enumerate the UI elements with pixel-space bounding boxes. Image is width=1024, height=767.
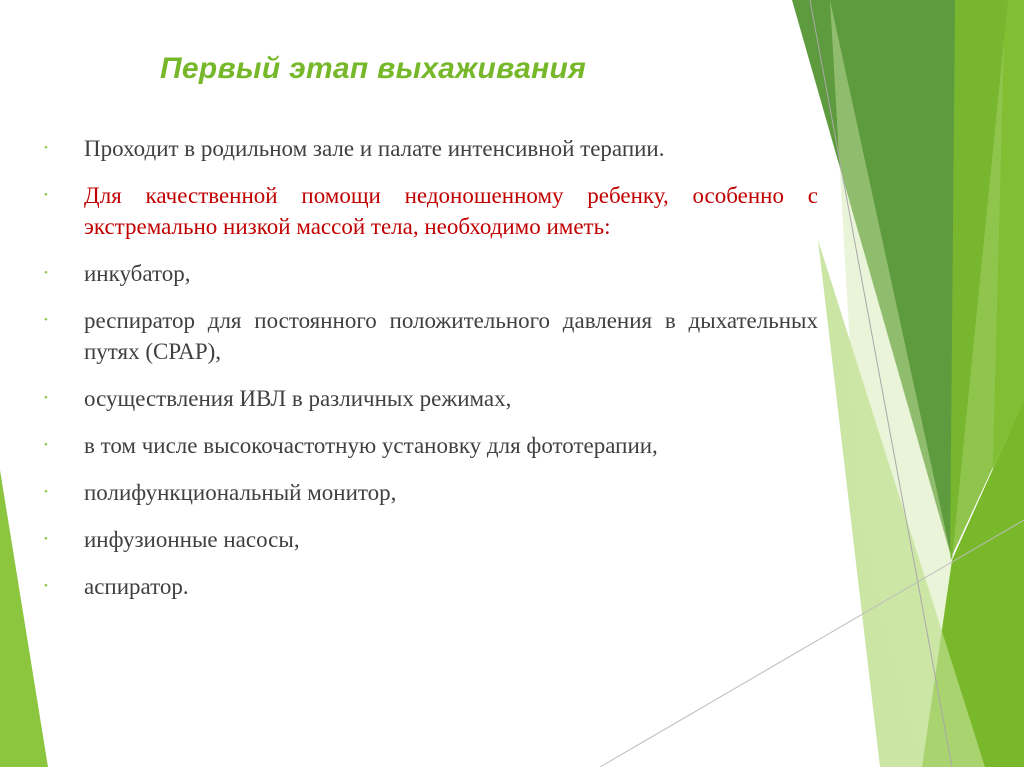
bullet-item xyxy=(44,383,818,414)
slide-title: Первый этап выхаживания xyxy=(160,52,587,85)
bullet-text: Для качественной помощи недоношенному ребенку, особенно с экстремально низкой массой тела, необходимо иметь: xyxy=(84,183,818,239)
bullet-text: полифункциональный монитор, xyxy=(84,480,397,505)
bullet-item xyxy=(44,571,818,602)
bullet-dot-icon: • xyxy=(44,189,48,201)
bullet-text: инкубатор, xyxy=(84,261,191,286)
bullet-text: инфузионные насосы, xyxy=(84,527,300,552)
bullet-dot-icon: • xyxy=(44,314,48,326)
bullet-dot-icon: • xyxy=(44,439,48,451)
bullet-item xyxy=(44,477,818,508)
bullet-dot-icon: • xyxy=(44,533,48,545)
bullet-dot-icon: • xyxy=(44,486,48,498)
bullet-item xyxy=(44,430,818,461)
bullet-item xyxy=(44,180,818,242)
bullet-dot-icon: • xyxy=(44,580,48,592)
bullet-dot-icon: • xyxy=(44,267,48,279)
bullet-text: респиратор для постоянного положительного давления в дыхательных путях (СРАР), xyxy=(84,308,818,364)
bullet-list xyxy=(44,133,818,618)
bullet-text: аспиратор. xyxy=(84,574,189,599)
bullet-item xyxy=(44,524,818,555)
bullet-dot-icon: • xyxy=(44,142,48,154)
bullet-item xyxy=(44,305,818,367)
bullet-text: осуществления ИВЛ в различных режимах, xyxy=(84,386,512,411)
bullet-item xyxy=(44,258,818,289)
bullet-dot-icon: • xyxy=(44,392,48,404)
bullet-item xyxy=(44,133,818,164)
bullet-text: в том числе высокочастотную установку для фототерапии, xyxy=(84,433,658,458)
bullet-text: Проходит в родильном зале и палате интенсивной терапии. xyxy=(84,136,665,161)
left-green-sliver xyxy=(0,470,48,767)
